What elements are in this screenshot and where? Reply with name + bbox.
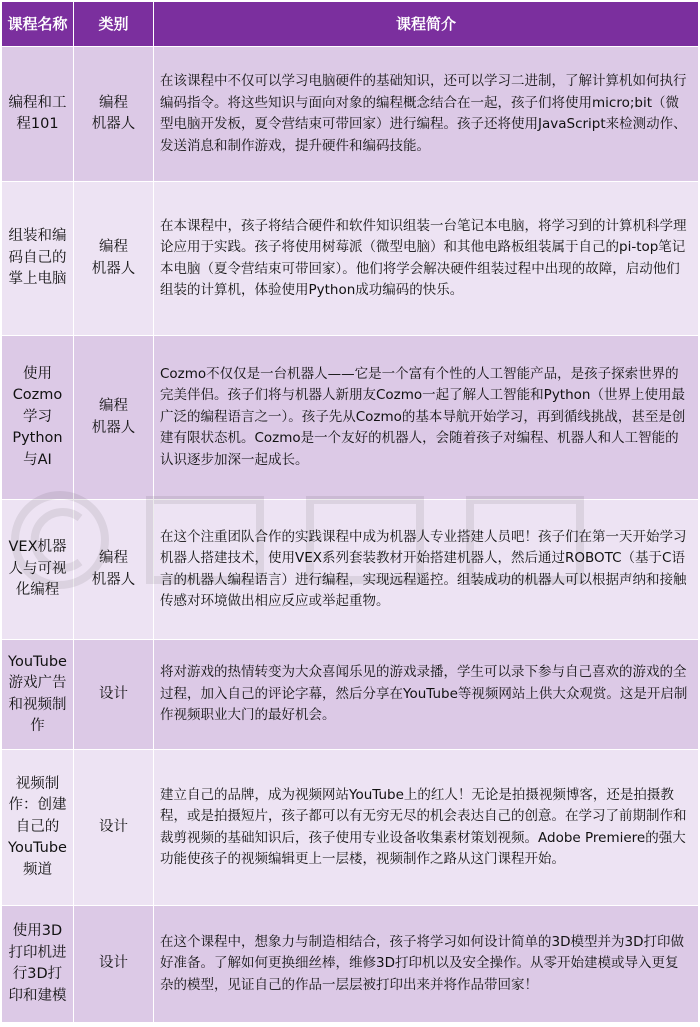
header-category: 类别 [74,2,154,47]
course-category [74,906,154,1023]
table-row [2,906,699,1023]
table-row [2,47,699,182]
category-tag: 机器人 [91,260,136,277]
course-name: 编程和工程101 [2,47,74,182]
course-name: 视频制作：创建自己的YouTube频道 [2,750,74,906]
category-tag: 机器人 [91,419,136,436]
course-name: 使用3D打印机进行3D打印和建模 [2,906,74,1023]
course-description: 建立自己的品牌，成为视频网站YouTube上的红人！无论是拍摄视频博客，还是拍摄教程，或是拍摄短片，孩子都可以有无穷无尽的机会表达自己的创意。在学习了前期制作和裁剪视频的基础知识后，孩子使用专业设备收集素材策划视频。Adobe Premiere的强大功能使孩子的视频编辑更上一层楼，视频制作之路从这门课程开始。 [154,750,699,906]
table-header-row [2,2,699,47]
course-category [74,750,154,906]
header-description: 课程简介 [154,2,699,47]
course-category [74,182,154,336]
category-tag: 设计 [99,955,128,972]
course-description: 将对游戏的热情转变为大众喜闻乐见的游戏录播，学生可以录下参与自己喜欢的游戏的全过程，加入自己的评论字幕，然后分享在YouTube等视频网站上供大众观赏。这是开启制作视频职业大门的最好机会。 [154,640,699,750]
category-tag: 编程 [99,239,128,255]
course-name: 组装和编码自己的掌上电脑 [2,182,74,336]
table-row [2,750,699,906]
course-category [74,336,154,500]
category-tag: 编程 [99,398,128,414]
category-tag: 编程 [99,550,128,566]
course-description: Cozmo不仅仅是一台机器人——它是一个富有个性的人工智能产品，是孩子探索世界的完美伴侣。孩子们将与机器人新朋友Cozmo一起了解人工智能和Python（世界上使用最广泛的编程语言之一）。孩子先从Cozmo的基本导航开始学习，再到循线挑战，甚至是创建有限状态机。Cozmo是一个友好的机器人，会随着孩子对编程、机器人和人工智能的认识逐步加深一起成长。 [154,336,699,500]
course-category [74,500,154,640]
course-name: YouTube游戏广告和视频制作 [2,640,74,750]
course-name: 使用Cozmo学习Python与AI [2,336,74,500]
course-table [1,1,699,1023]
category-tag: 机器人 [91,116,136,132]
category-tag: 设计 [99,818,128,835]
table-row [2,640,699,750]
header-course-name: 课程名称 [2,2,74,47]
course-category [74,47,154,182]
course-description: 在该课程中不仅可以学习电脑硬件的基础知识，还可以学习二进制，了解计算机如何执行编码指令。将这些知识与面向对象的编程概念结合在一起，孩子们将使用micro;bit（微型电脑开发板，夏令营结束可带回家）进行编程。孩子还将使用JavaScript来检测动作、发送消息和制作游戏，提升硬件和编码技能。 [154,47,699,182]
category-tag: 编程 [99,94,128,111]
category-tag: 设计 [99,685,128,702]
course-name: VEX机器人与可视化编程 [2,500,74,640]
course-description: 在本课程中，孩子将结合硬件和软件知识组装一台笔记本电脑，将学习到的计算机科学理论应用于实践。孩子将使用树莓派（微型电脑）和其他电路板组装属于自己的pi-top笔记本电脑（夏令营结束可带回家）。他们将学会解决硬件组装过程中出现的故障，启动他们组装的计算机，体验使用Python成功编码的快乐。 [154,182,699,336]
category-tag: 机器人 [91,571,136,588]
table-row [2,182,699,336]
course-description: 在这个注重团队合作的实践课程中成为机器人专业搭建人员吧！孩子们在第一天开始学习机器人搭建技术，使用VEX系列套装教材开始搭建机器人，然后通过ROBOTC（基于C语言的机器人编程语言）进行编程，实现远程遥控。组装成功的机器人可以根据声纳和接触传感对环境做出相应反应或举起重物。 [154,500,699,640]
table-row [2,500,699,640]
course-category [74,640,154,750]
course-description: 在这个课程中，想象力与制造相结合，孩子将学习如何设计简单的3D模型并为3D打印做好准备。了解如何更换细丝棒，维修3D打印机以及安全操作。从零开始建模或导入更复杂的模型，见证自己的作品一层层被打印出来并将作品带回家！ [154,906,699,1023]
table-row [2,336,699,500]
